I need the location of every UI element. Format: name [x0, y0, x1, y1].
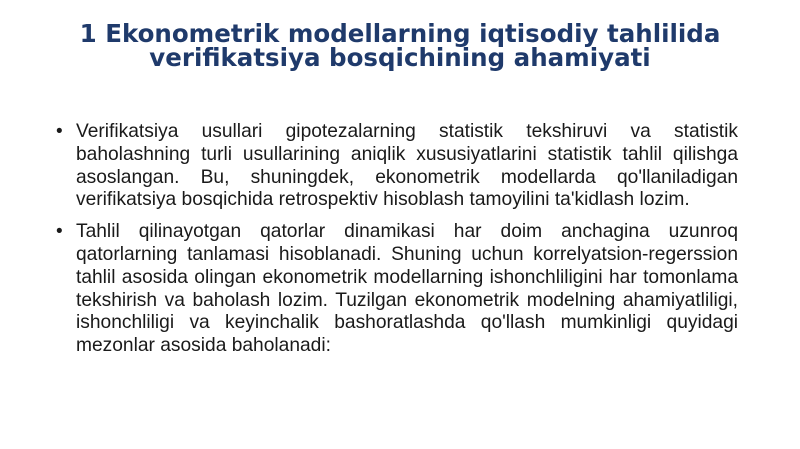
slide-title — [40, 19, 760, 72]
bullet-list — [56, 121, 738, 367]
bullet-text-2: Tahlil qilinayotgan qatorlar dinamikasi har doim anchagina uzunroq qatorlarning tanlamasi hisoblanadi. Shuning uchun korrelyatsion-regerssion tahlil asosida olingan ekonometrik modellarning ishonchliligini har tomonlama tekshirish va baholash lozim. Tuzilgan ekonometrik modelning ahamiyatliligi, ishonchliligi va keyinchalik bashoratlashda qo'llash mumkinligi quyidagi mezonlar asosida baholanadi: — [76, 221, 738, 357]
bullet-item-2 — [56, 221, 738, 358]
bullet-text-1: Verifikatsiya usullari gipotezalarning statistik tekshiruvi va statistik baholashning turli usullarining aniqlik xususiyatlarini statistik tahlil qilishga asoslangan. Bu, shuningdek, ekonometrik modellarda qo'llaniladigan verifikatsiya bosqichida retrospektiv hisoblash tamoyilini ta'kidlash lozim. — [76, 121, 738, 211]
slide-title-line-1: 1 Ekonometrik modellarning iqtisodiy tahlilida — [79, 19, 721, 48]
slide-title-line-2: verifikatsiya bosqichining ahamiyati — [149, 43, 651, 72]
bullet-icon: • — [56, 121, 63, 142]
bullet-item-1 — [56, 121, 738, 212]
bullet-icon: • — [56, 221, 63, 243]
